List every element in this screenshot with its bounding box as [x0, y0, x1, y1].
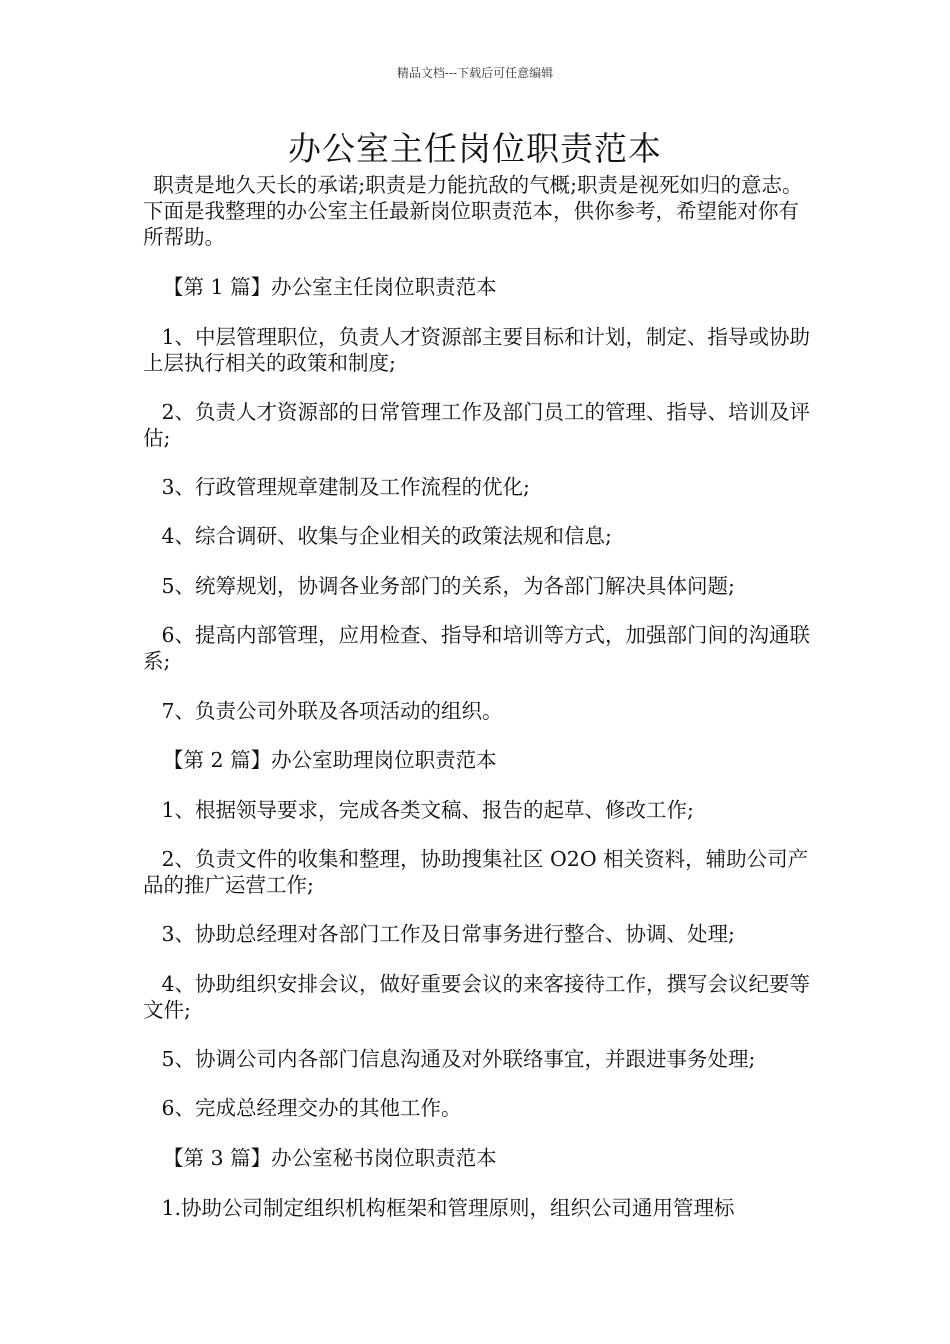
- list-item: 1.协助公司制定组织机构框架和管理原则，组织公司通用管理标: [161, 1196, 735, 1220]
- section-heading: 【第 3 篇】办公室秘书岗位职责范本: [163, 1146, 497, 1170]
- list-item: 3、协助总经理对各部门工作及日常事务进行整合、协调、处理;: [161, 922, 735, 946]
- list-item: 2、负责文件的收集和整理，协助搜集社区 O2O 相关资料，辅助公司产品的推广运营工作;: [143, 847, 809, 897]
- list-item: 2、负责人才资源部的日常管理工作及部门员工的管理、指导、培训及评估;: [143, 400, 810, 450]
- list-item: 5、统筹规划，协调各业务部门的关系，为各部门解决具体问题;: [161, 574, 735, 598]
- intro-paragraph: 职责是地久天长的承诺;职责是力能抗敌的气概;职责是视死如归的意志。下面是我整理的办公室主任最新岗位职责范本，供你参考，希望能对你有所帮助。: [143, 173, 803, 249]
- header-note: 精品文档---下载后可任意编辑: [396, 66, 554, 80]
- list-item: 4、综合调研、收集与企业相关的政策法规和信息;: [161, 524, 612, 548]
- list-item: 4、协助组织安排会议，做好重要会议的来客接待工作，撰写会议纪要等文件;: [143, 972, 810, 1022]
- list-item: 7、负责公司外联及各项活动的组织。: [161, 699, 503, 723]
- list-item: 1、中层管理职位，负责人才资源部主要目标和计划，制定、指导或协助上层执行相关的政策和制度;: [143, 325, 810, 375]
- list-item: 5、协调公司内各部门信息沟通及对外联络事宜，并跟进事务处理;: [161, 1047, 756, 1071]
- list-item: 6、提高内部管理，应用检查、指导和培训等方式，加强部门间的沟通联系;: [143, 623, 810, 673]
- list-item: 6、完成总经理交办的其他工作。: [161, 1096, 462, 1120]
- list-item: 3、行政管理规章建制及工作流程的优化;: [161, 475, 530, 499]
- document-title: 办公室主任岗位职责范本: [288, 129, 662, 168]
- list-item: 1、根据领导要求，完成各类文稿、报告的起草、修改工作;: [161, 798, 694, 822]
- section-heading: 【第 2 篇】办公室助理岗位职责范本: [163, 748, 497, 772]
- section-heading: 【第 1 篇】办公室主任岗位职责范本: [163, 275, 497, 299]
